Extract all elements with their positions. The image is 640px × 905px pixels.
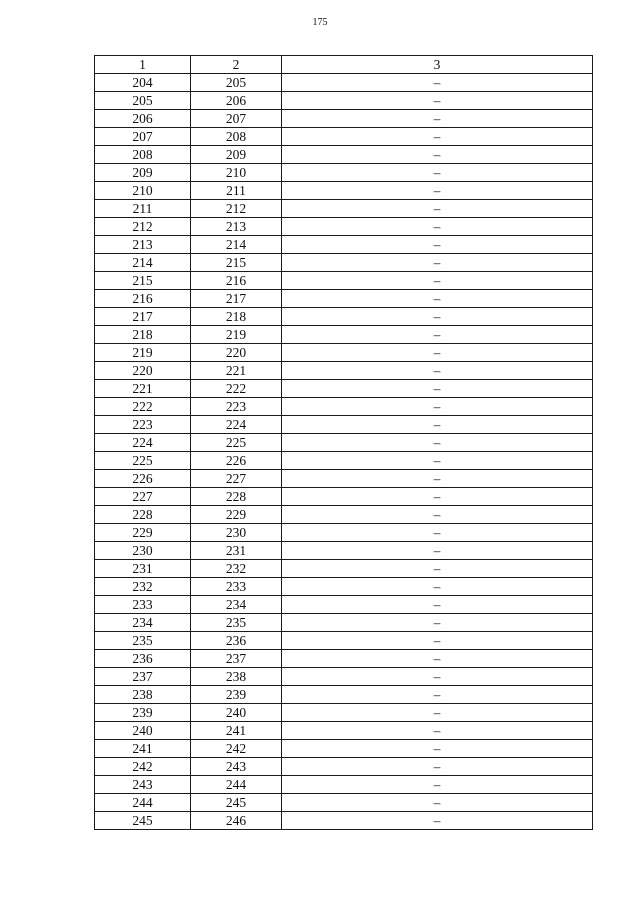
table-row: [95, 596, 593, 614]
table-row: [95, 236, 593, 254]
table-cell: 243: [95, 776, 191, 794]
table-cell: 238: [191, 668, 282, 686]
table-cell: 223: [191, 398, 282, 416]
table-row: [95, 578, 593, 596]
table-cell: 225: [95, 452, 191, 470]
table-cell: 220: [95, 362, 191, 380]
table-cell: 232: [95, 578, 191, 596]
table-cell: 236: [95, 650, 191, 668]
table-cell: 212: [191, 200, 282, 218]
table-cell: –: [282, 794, 593, 812]
table-cell: –: [282, 272, 593, 290]
table-row: [95, 776, 593, 794]
table-cell: 229: [95, 524, 191, 542]
table-cell: 229: [191, 506, 282, 524]
table-cell: 235: [95, 632, 191, 650]
table-cell: 223: [95, 416, 191, 434]
table-cell: –: [282, 488, 593, 506]
table-row: [95, 164, 593, 182]
table-cell: 219: [95, 344, 191, 362]
table-cell: –: [282, 92, 593, 110]
table-cell: 244: [191, 776, 282, 794]
table-cell: –: [282, 398, 593, 416]
table-cell: 226: [95, 470, 191, 488]
table-row: [95, 686, 593, 704]
table-cell: 211: [191, 182, 282, 200]
table-row: [95, 650, 593, 668]
table-cell: –: [282, 254, 593, 272]
table-cell: –: [282, 524, 593, 542]
table-cell: –: [282, 326, 593, 344]
table-cell: 224: [95, 434, 191, 452]
table-cell: –: [282, 452, 593, 470]
table-cell: –: [282, 128, 593, 146]
table-cell: 210: [95, 182, 191, 200]
table-cell: –: [282, 434, 593, 452]
table-body: [95, 74, 593, 830]
table-cell: 217: [191, 290, 282, 308]
table-cell: –: [282, 416, 593, 434]
table-cell: 239: [191, 686, 282, 704]
table-cell: 206: [95, 110, 191, 128]
table-cell: –: [282, 632, 593, 650]
table-cell: 221: [95, 380, 191, 398]
table-cell: 218: [95, 326, 191, 344]
table-row: [95, 254, 593, 272]
table-row: [95, 740, 593, 758]
table-row: [95, 416, 593, 434]
table-row: [95, 488, 593, 506]
table-cell: 213: [95, 236, 191, 254]
table-cell: 214: [95, 254, 191, 272]
table-cell: 218: [191, 308, 282, 326]
table-cell: 245: [191, 794, 282, 812]
table-cell: 246: [191, 812, 282, 830]
table-cell: –: [282, 182, 593, 200]
table-cell: –: [282, 290, 593, 308]
table-cell: 241: [95, 740, 191, 758]
table-cell: –: [282, 578, 593, 596]
table-header-row: [95, 56, 593, 74]
table-row: [95, 362, 593, 380]
table-cell: 207: [95, 128, 191, 146]
table-row: [95, 434, 593, 452]
table-cell: 205: [191, 74, 282, 92]
table-row: [95, 614, 593, 632]
table-cell: 237: [95, 668, 191, 686]
table-cell: –: [282, 560, 593, 578]
table-cell: –: [282, 380, 593, 398]
table-row: [95, 290, 593, 308]
page-number: 175: [312, 17, 328, 28]
table-cell: –: [282, 542, 593, 560]
table-cell: 209: [191, 146, 282, 164]
table-row: [95, 722, 593, 740]
table-row: [95, 704, 593, 722]
table-row: [95, 326, 593, 344]
table-cell: –: [282, 110, 593, 128]
table-row: [95, 668, 593, 686]
table-cell: 231: [95, 560, 191, 578]
table-row: [95, 344, 593, 362]
table-cell: –: [282, 776, 593, 794]
table-cell: –: [282, 146, 593, 164]
table-cell: 206: [191, 92, 282, 110]
table-cell: 228: [191, 488, 282, 506]
table-cell: –: [282, 200, 593, 218]
table-cell: 212: [95, 218, 191, 236]
table-cell: 236: [191, 632, 282, 650]
table-cell: –: [282, 308, 593, 326]
table-cell: 226: [191, 452, 282, 470]
table-cell: 244: [95, 794, 191, 812]
column-header: 2: [191, 56, 282, 74]
table-cell: 233: [191, 578, 282, 596]
table-cell: 242: [191, 740, 282, 758]
table-cell: –: [282, 686, 593, 704]
table-row: [95, 110, 593, 128]
table-row: [95, 524, 593, 542]
table-cell: 232: [191, 560, 282, 578]
table-cell: –: [282, 740, 593, 758]
table-row: [95, 380, 593, 398]
table-row: [95, 542, 593, 560]
table-header: [95, 56, 593, 74]
table-cell: 237: [191, 650, 282, 668]
table-cell: 210: [191, 164, 282, 182]
table-row: [95, 632, 593, 650]
table-cell: 242: [95, 758, 191, 776]
data-table: [94, 55, 593, 830]
table-row: [95, 308, 593, 326]
table-row: [95, 398, 593, 416]
table-row: [95, 182, 593, 200]
table-cell: 209: [95, 164, 191, 182]
table-cell: –: [282, 362, 593, 380]
table-cell: 207: [191, 110, 282, 128]
table-cell: 235: [191, 614, 282, 632]
table-row: [95, 812, 593, 830]
table-cell: 227: [191, 470, 282, 488]
table-cell: 216: [95, 290, 191, 308]
table-cell: 230: [191, 524, 282, 542]
table-cell: 211: [95, 200, 191, 218]
table-cell: 243: [191, 758, 282, 776]
table-cell: –: [282, 470, 593, 488]
table-cell: 241: [191, 722, 282, 740]
table-cell: 214: [191, 236, 282, 254]
table-row: [95, 758, 593, 776]
table-cell: –: [282, 650, 593, 668]
table-cell: –: [282, 722, 593, 740]
table-cell: 233: [95, 596, 191, 614]
table-cell: 227: [95, 488, 191, 506]
table-cell: 225: [191, 434, 282, 452]
table-cell: 245: [95, 812, 191, 830]
table-cell: –: [282, 596, 593, 614]
table-row: [95, 218, 593, 236]
table-cell: –: [282, 758, 593, 776]
table-cell: 234: [95, 614, 191, 632]
table-cell: –: [282, 74, 593, 92]
table-cell: 222: [191, 380, 282, 398]
table-cell: –: [282, 812, 593, 830]
table-cell: 220: [191, 344, 282, 362]
table-row: [95, 146, 593, 164]
table-cell: 205: [95, 92, 191, 110]
table-cell: –: [282, 506, 593, 524]
table-row: [95, 470, 593, 488]
column-header: 3: [282, 56, 593, 74]
table-cell: 224: [191, 416, 282, 434]
table-cell: –: [282, 614, 593, 632]
table-row: [95, 560, 593, 578]
table-row: [95, 452, 593, 470]
table-row: [95, 272, 593, 290]
table-cell: 238: [95, 686, 191, 704]
table-cell: 221: [191, 362, 282, 380]
table-cell: 215: [95, 272, 191, 290]
table-cell: 231: [191, 542, 282, 560]
table-cell: 219: [191, 326, 282, 344]
table-cell: 240: [95, 722, 191, 740]
table-cell: –: [282, 236, 593, 254]
table-cell: 234: [191, 596, 282, 614]
table-row: [95, 128, 593, 146]
table-cell: 213: [191, 218, 282, 236]
table-row: [95, 794, 593, 812]
table-row: [95, 74, 593, 92]
table-cell: 217: [95, 308, 191, 326]
table-cell: –: [282, 668, 593, 686]
table-cell: 208: [191, 128, 282, 146]
table-cell: 204: [95, 74, 191, 92]
table-row: [95, 506, 593, 524]
table-cell: 215: [191, 254, 282, 272]
table-cell: 228: [95, 506, 191, 524]
table-cell: –: [282, 164, 593, 182]
table-cell: –: [282, 218, 593, 236]
table-row: [95, 92, 593, 110]
column-header: 1: [95, 56, 191, 74]
table-cell: –: [282, 344, 593, 362]
table-cell: 239: [95, 704, 191, 722]
table-cell: 222: [95, 398, 191, 416]
table-cell: –: [282, 704, 593, 722]
table-cell: 208: [95, 146, 191, 164]
table-cell: 216: [191, 272, 282, 290]
table-cell: 230: [95, 542, 191, 560]
table-row: [95, 200, 593, 218]
table-cell: 240: [191, 704, 282, 722]
